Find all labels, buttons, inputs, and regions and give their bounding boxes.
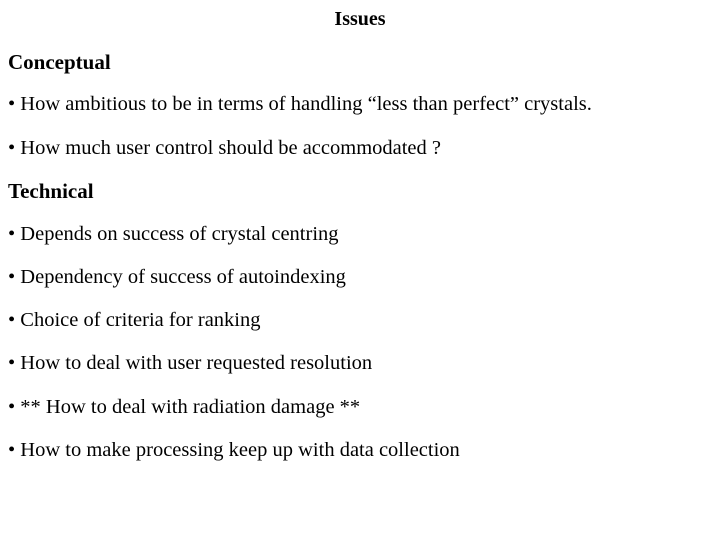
technical-bullet-4: • How to deal with user requested resolution [8,352,373,374]
conceptual-bullet-2: • How much user control should be accommodated ? [8,137,442,159]
section-heading-technical: Technical [8,179,94,203]
section-heading-conceptual: Conceptual [8,50,111,74]
technical-bullet-3: • Choice of criteria for ranking [8,309,261,331]
technical-bullet-2: • Dependency of success of autoindexing [8,266,346,288]
technical-bullet-6: • How to make processing keep up with data collection [8,439,460,461]
slide-title-text: Issues [334,8,386,30]
technical-bullet-1: • Depends on success of crystal centring [8,223,339,245]
slide-title [0,8,720,31]
conceptual-bullet-1: • How ambitious to be in terms of handling “less than perfect” crystals. [8,93,592,115]
technical-bullet-5: • ** How to deal with radiation damage ** [8,396,361,418]
